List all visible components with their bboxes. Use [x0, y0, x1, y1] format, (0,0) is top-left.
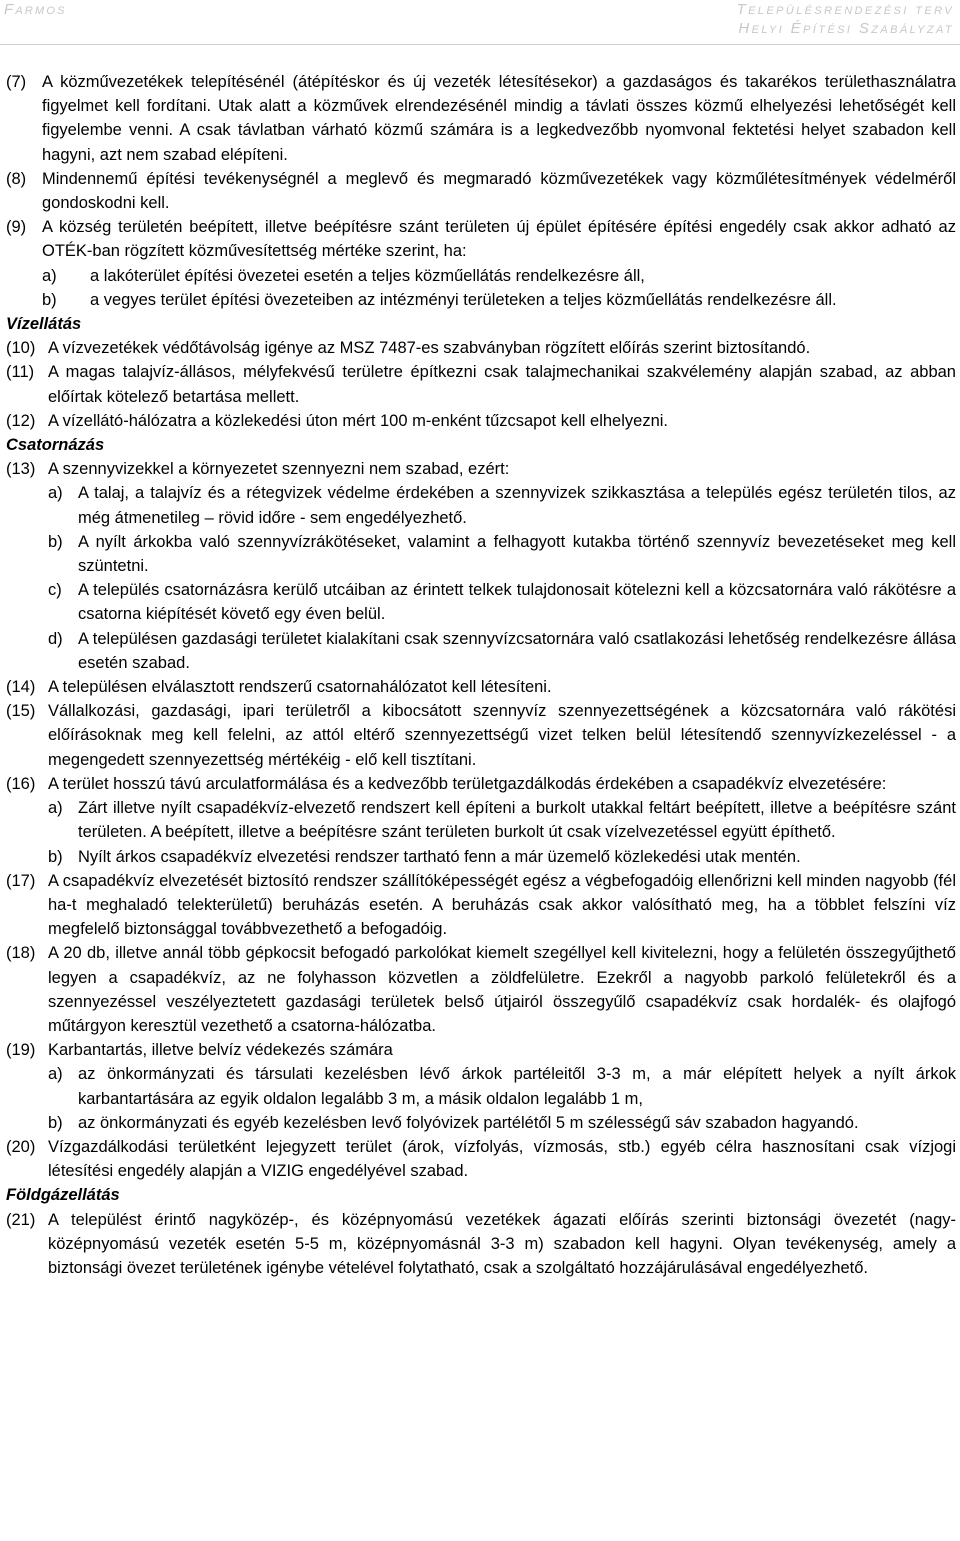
paragraph-text: A szennyvizekkel a környezetet szennyezni nem szabad, ezért: — [48, 460, 510, 479]
page-header — [0, 0, 960, 46]
paragraph-text: A 20 db, illetve annál több gépkocsit befogadó parkolókat kiemelt szegéllyel kell kivitelezni, hogy a felületén összegyűjthető legyen a csapadékvíz, az ne folyhasson közvetlen a zöldfelületre. Ezekről a nagyobb parkoló felületekről és a szennyezéssel veszélyeztetett gazdasági területek belső útjairól összegyűlő csapadékvíz csak hordalék- és olajfogó műtárgyon keresztül vezethető a csatorna-hálózatba. — [48, 944, 956, 1035]
subitem-9b — [6, 288, 956, 312]
subitem-letter: b) — [48, 847, 63, 866]
paragraph-number: (18) — [6, 944, 36, 963]
paragraph-18 — [6, 941, 956, 1038]
subitem-letter: c) — [48, 581, 62, 600]
regulation-body — [6, 70, 956, 1280]
subitem-text: Nyílt árkos csapadékvíz elvezetési rendszer tartható fenn a már üzemelő közlekedési utak mentén. — [78, 847, 801, 866]
paragraph-7 — [6, 70, 956, 167]
subitem-letter: a) — [48, 1065, 63, 1084]
paragraph-16 — [6, 772, 956, 796]
paragraph-17 — [6, 869, 956, 942]
paragraph-number: (20) — [6, 1137, 36, 1156]
paragraph-text: A csapadékvíz elvezetését biztosító rendszer szállítóképességét egész a végbefogadóig ellenőrizni kell minden nagyobb (fél ha-t meghaladó telekterületű) beruházás esetén. A beruházás csak akkor valósítható meg, ha a többlet felszíni víz megfelelő biztonsággal továbbvezethető a befogadóig. — [48, 871, 956, 939]
subitem-19a — [6, 1062, 956, 1110]
paragraph-text: Karbantartás, illetve belvíz védekezés számára — [48, 1041, 393, 1060]
paragraph-text: Vállalkozási, gazdasági, ipari területről a kibocsátott szennyvíz szennyezettségének a közcsatornára való rákötési előírásoknak meg kell felelni, az attól eltérő szennyezettségű vizet telken belül létesítendő szennyvízkezeléssel - a megengedett szennyezettség mértékéig - elő kell tisztítani. — [48, 702, 956, 769]
subitem-text: A településen gazdasági területet kialakítani csak szennyvízcsatornára való csatlakozási lehetőség rendelkezésre állása esetén szabad. — [78, 629, 956, 672]
paragraph-13 — [6, 457, 956, 481]
paragraph-text: A településen elválasztott rendszerű csatornahálózatot kell létesíteni. — [48, 678, 552, 697]
paragraph-number: (17) — [6, 871, 36, 890]
paragraph-number: (14) — [6, 678, 36, 697]
subitem-text: a lakóterület építési övezetei esetén a teljes közműellátás rendelkezésre áll, — [90, 266, 645, 285]
subitem-19b — [6, 1111, 956, 1135]
subitem-letter: a) — [48, 799, 63, 818]
subitem-text: az önkormányzati és egyéb kezelésben levő folyóvizek partélétől 5 m szélességű sáv szabadon hagyandó. — [78, 1113, 859, 1132]
section-heading-sewerage: Csatornázás — [6, 436, 105, 455]
paragraph-text: Mindennemű építési tevékenységnél a meglevő és megmaradó közművezetékek vagy közműlétesítmények védelméről gondoskodni kell. — [42, 169, 956, 213]
subitem-16a — [6, 796, 956, 844]
subitem-13c — [6, 578, 956, 626]
subitem-letter: a) — [48, 484, 63, 503]
paragraph-12 — [6, 409, 956, 433]
paragraph-number: (21) — [6, 1210, 36, 1229]
subitem-letter: b) — [42, 290, 57, 309]
section-heading-water-supply: Vízellátás — [6, 315, 82, 334]
paragraph-15 — [6, 699, 956, 772]
paragraph-number: (9) — [6, 218, 27, 237]
subitem-letter: a) — [42, 266, 57, 285]
subitem-13d — [6, 627, 956, 675]
paragraph-text: A közművezetékek telepítésénél (átépítéskor és új vezeték létesítésekor) a gazdaságos és takarékos területhasználatra figyelmet kell fordítani. Utak alatt a közművek elrendezésénél mindig a távlati összes közmű elhelyezési lehetőségét kell figyelembe venni. A csak távlatban várható közmű számára is a legkedvezőbb nyomvonal fektetési helyet szabadon kell hagyni, azt nem szabad elépíteni. — [42, 73, 956, 164]
paragraph-text: A vízellátó-hálózatra a közlekedési úton mért 100 m-enként tűzcsapot kell elhelyezni. — [48, 411, 668, 430]
paragraph-number: (12) — [6, 411, 36, 430]
paragraph-number: (13) — [6, 460, 36, 479]
paragraph-text: A terület hosszú távú arculatformálása és a kedvezőbb területgazdálkodás érdekében a csapadékvíz elvezetésére: — [48, 774, 887, 793]
section-heading-gas-supply: Földgázellátás — [6, 1186, 120, 1205]
paragraph-19 — [6, 1038, 956, 1062]
subitem-letter: b) — [48, 1113, 63, 1132]
subitem-text: A talaj, a talajvíz és a rétegvizek védelme érdekében a szennyvizek szikkasztása a település egész területén tilos, az még átmenetileg – rövid időre - sem engedélyezhető. — [78, 484, 956, 527]
paragraph-14 — [6, 675, 956, 699]
paragraph-9 — [6, 215, 956, 263]
paragraph-10 — [6, 336, 956, 360]
subitem-text: az önkormányzati és társulati kezelésben lévő árkok partéleitől 3-3 m, a már elépített helyek a nyílt árkok karbantartására az egyik oldalon legalább 3 m, a másik oldalon legalább 1 m, — [78, 1065, 956, 1108]
paragraph-number: (11) — [6, 363, 35, 382]
subitem-letter: b) — [48, 532, 63, 551]
paragraph-number: (8) — [6, 169, 27, 188]
paragraph-21 — [6, 1208, 956, 1281]
paragraph-number: (7) — [6, 73, 27, 91]
header-plan-title: Településrendezési terv — [736, 1, 954, 18]
paragraph-20 — [6, 1135, 956, 1183]
subitem-text: a vegyes terület építési övezeteiben az intézményi területeken a teljes közműellátás rendelkezésre áll. — [90, 290, 837, 309]
header-plan-subtitle: Helyi Építési Szabályzat — [738, 20, 954, 37]
paragraph-number: (16) — [6, 774, 36, 793]
subitem-13b — [6, 530, 956, 578]
subitem-16b — [6, 845, 956, 869]
header-divider — [0, 44, 960, 45]
paragraph-text: A magas talajvíz-állásos, mélyfekvésű területre építkezni csak talajmechanikai szakvélemény alapján szabad, az abban előírtak kötelező betartása mellett. — [48, 363, 956, 406]
paragraph-text: Vízgazdálkodási területként lejegyzett terület (árok, vízfolyás, vízmosás, stb.) egyéb célra hasznosítani csak vízjogi létesítési engedély alapján a VIZIG engedélyével szabad. — [48, 1137, 956, 1181]
paragraph-11 — [6, 360, 956, 408]
paragraph-text: A vízvezetékek védőtávolság igénye az MSZ 7487-es szabványban rögzített előírás szerint biztosítandó. — [48, 339, 811, 358]
paragraph-8 — [6, 167, 956, 215]
header-municipality: Farmos — [4, 1, 67, 18]
paragraph-text: A község területén beépített, illetve beépítésre szánt területen új épület építésére építési engedély csak akkor adható az OTÉK-ban rögzített közművesítettség mértéke szerint, ha: — [42, 218, 956, 261]
subitem-letter: d) — [48, 629, 63, 648]
subitem-text: A település csatornázásra kerülő utcáiban az érintett telkek tulajdonosait kötelezni kell a közcsatornára való rákötésre a csatorna kiépítését követő egy éven belül. — [78, 581, 956, 624]
paragraph-number: (10) — [6, 339, 36, 358]
subitem-13a — [6, 481, 956, 529]
paragraph-number: (15) — [6, 702, 36, 721]
subitem-text: A nyílt árkokba való szennyvízrákötéseket, valamint a felhagyott kutakba történő szennyvíz bevezetéseket meg kell szüntetni. — [78, 532, 956, 576]
paragraph-number: (19) — [6, 1041, 36, 1060]
subitem-text: Zárt illetve nyílt csapadékvíz-elvezető rendszert kell építeni a burkolt utakkal feltárt beépített, illetve a beépítésre szánt területen. A beépített, illetve a beépítésre szánt területen burkolt út csak vízelvezetéssel együtt építhető. — [78, 799, 956, 842]
paragraph-text: A települést érintő nagyközép-, és középnyomású vezetékek ágazati előírás szerinti biztonsági övezetét (nagy-középnyomású vezeték esetén 5-5 m, középnyomásnál 3-3 m) szabadon kell hagyni. Olyan tevékenység, amely a biztonsági övezet területének igénybe vételével folytatható, csak a szolgáltató hozzájárulásával engedélyezhető. — [48, 1210, 956, 1277]
subitem-9a — [6, 264, 956, 288]
